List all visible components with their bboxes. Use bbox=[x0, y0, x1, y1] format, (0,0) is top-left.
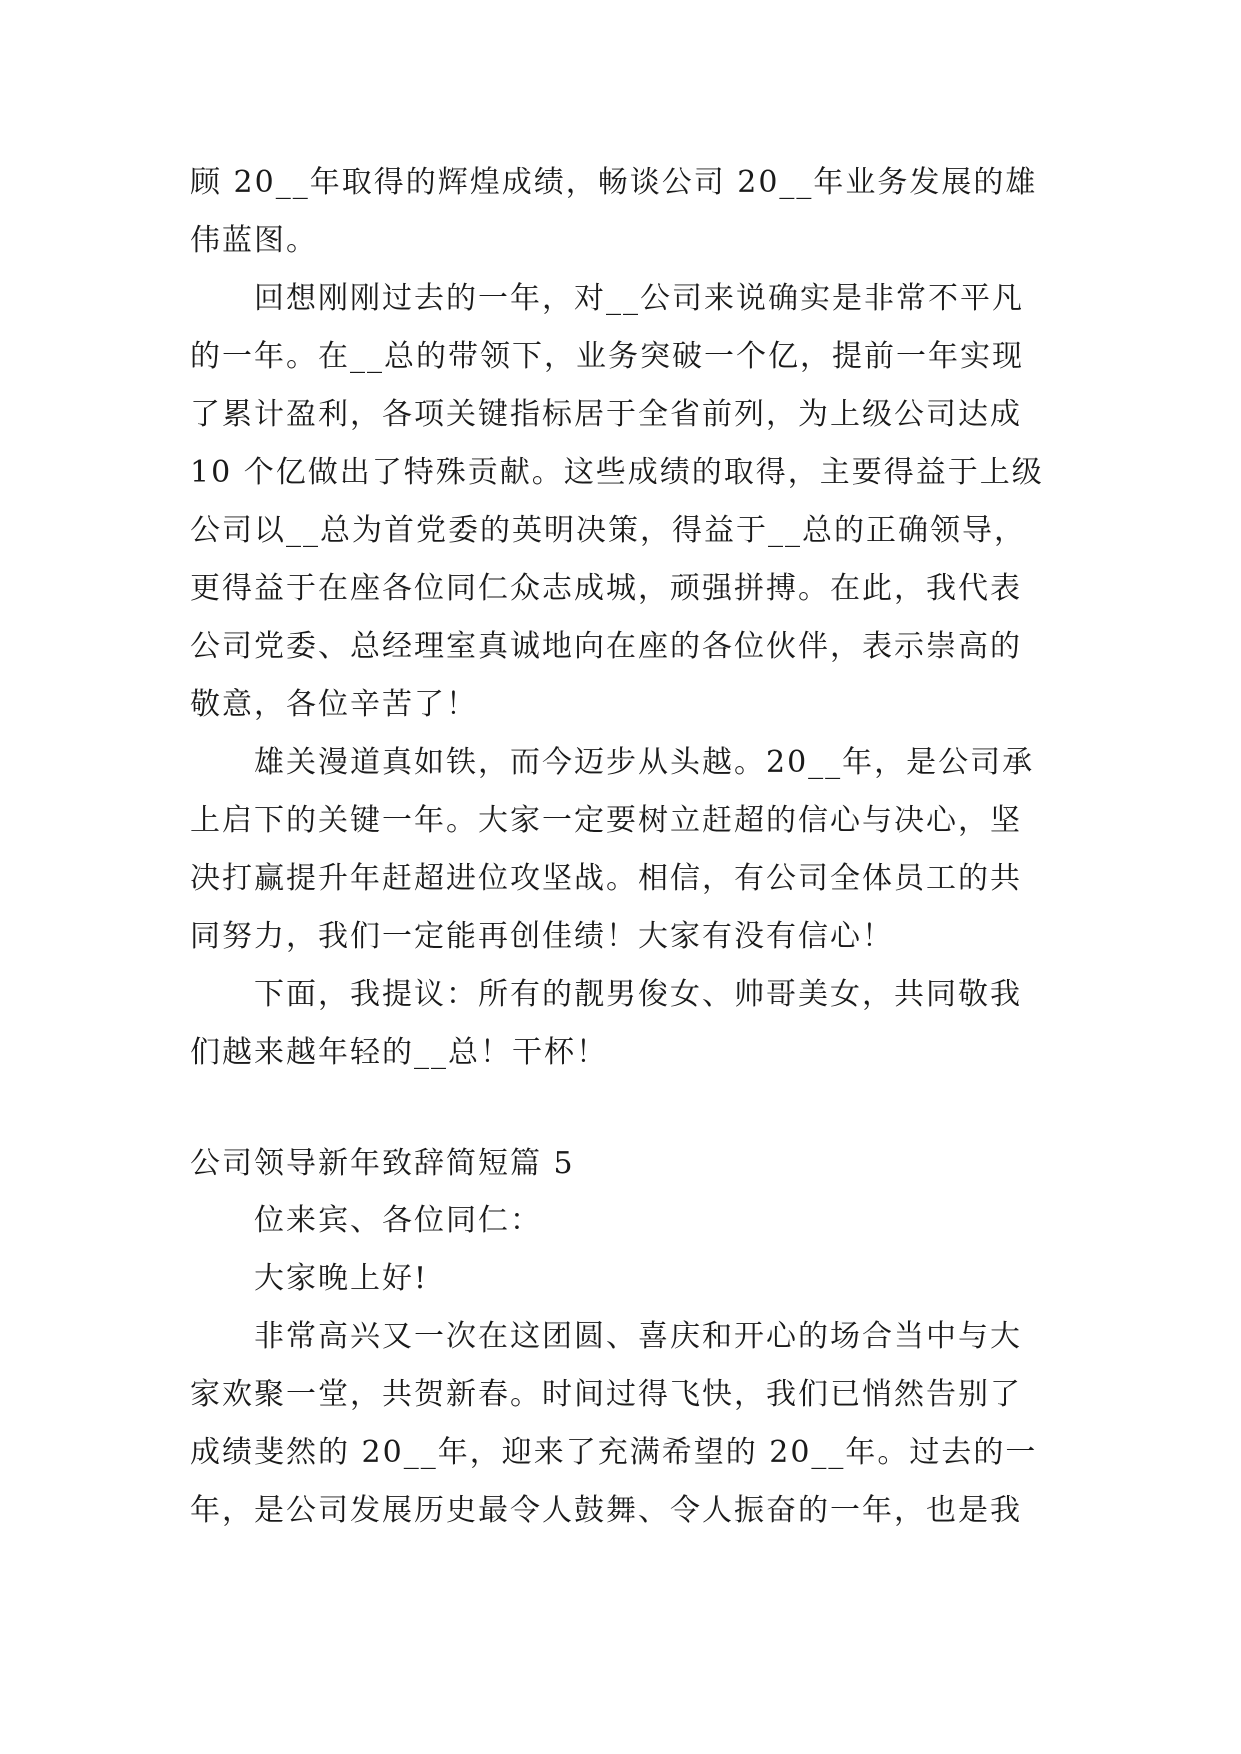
paragraph-line: 公司党委、总经理室真诚地向在座的各位伙伴，表示崇高的 bbox=[190, 629, 1022, 664]
paragraph-line: 回想刚刚过去的一年，对__公司来说确实是非常不平凡 bbox=[254, 281, 1024, 316]
paragraph-line: 年，是公司发展历史最令人鼓舞、令人振奋的一年，也是我 bbox=[190, 1493, 1022, 1528]
salutation-line: 大家晚上好! bbox=[254, 1261, 429, 1296]
paragraph-line: 家欢聚一堂，共贺新春。时间过得飞快，我们已悄然告别了 bbox=[190, 1377, 1022, 1412]
paragraph-line: 10 个亿做出了特殊贡献。这些成绩的取得，主要得益于上级 bbox=[190, 455, 1044, 490]
paragraph-line: 更得益于在座各位同仁众志成城，顽强拼搏。在此，我代表 bbox=[190, 571, 1022, 606]
paragraph-line: 下面，我提议：所有的靓男俊女、帅哥美女，共同敬我 bbox=[254, 977, 1022, 1012]
paragraph-line: 雄关漫道真如铁，而今迈步从头越。20__年，是公司承 bbox=[254, 745, 1035, 780]
section2-body bbox=[190, 1192, 1050, 1540]
paragraph-line: 决打赢提升年赶超进位攻坚战。相信，有公司全体员工的共 bbox=[190, 861, 1022, 896]
paragraph-line: 上启下的关键一年。大家一定要树立赶超的信心与决心，坚 bbox=[190, 803, 1022, 838]
paragraph-line: 同努力，我们一定能再创佳绩！大家有没有信心！ bbox=[190, 919, 894, 954]
paragraph-line: 了累计盈利，各项关键指标居于全省前列，为上级公司达成 bbox=[190, 397, 1022, 432]
paragraph-line: 们越来越年轻的__总！干杯！ bbox=[190, 1035, 608, 1070]
section1-body bbox=[190, 154, 1050, 1082]
paragraph-line: 公司以__总为首党委的英明决策，得益于__总的正确领导， bbox=[190, 513, 1026, 548]
greeting-line: 位来宾、各位同仁： bbox=[254, 1203, 542, 1238]
paragraph-line: 非常高兴又一次在这团圆、喜庆和开心的场合当中与大 bbox=[254, 1319, 1022, 1354]
paragraph-line: 顾 20__年取得的辉煌成绩，畅谈公司 20__年业务发展的雄 bbox=[190, 165, 1038, 200]
paragraph-line: 成绩斐然的 20__年，迎来了充满希望的 20__年。过去的一 bbox=[190, 1435, 1038, 1470]
paragraph-line: 敬意，各位辛苦了！ bbox=[190, 687, 478, 722]
section-heading: 公司领导新年致辞简短篇 5 bbox=[190, 1146, 575, 1181]
paragraph-line: 伟蓝图。 bbox=[190, 223, 318, 258]
paragraph-line: 的一年。在__总的带领下，业务突破一个亿，提前一年实现 bbox=[190, 339, 1024, 374]
